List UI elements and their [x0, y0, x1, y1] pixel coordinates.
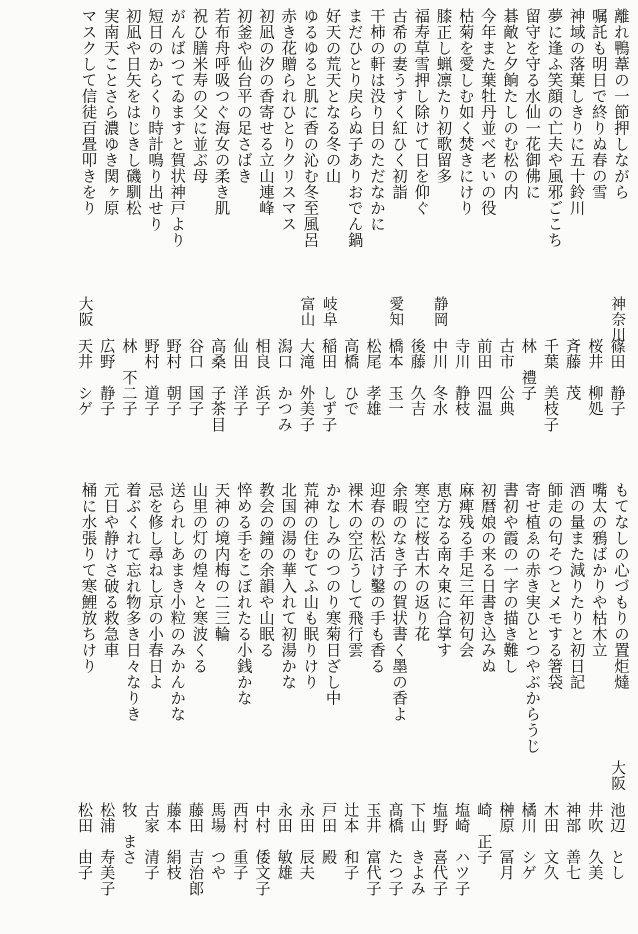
contributor-name: 古市 公典 [497, 338, 516, 417]
roster-entry [96, 760, 118, 896]
roster-entry [140, 760, 162, 881]
poem-line: 赤き花贈られひとりクリスマス [279, 8, 298, 232]
roster-name: 辻本 和子 [342, 802, 361, 881]
roster-entry [561, 760, 583, 881]
poem-line: 裸木の空広うして飛行雲 [345, 482, 364, 658]
roster-entry [317, 760, 339, 865]
poem-line: 元日や静けさ破る救急車 [101, 482, 120, 658]
poem-line: 着ぶくれて忘れ物多き日々なりき [123, 482, 142, 722]
contributor-entry [273, 296, 295, 433]
poem-line: 送られしあまき小粒のみかんかな [168, 482, 187, 722]
roster-name: 松田 由子 [76, 802, 94, 881]
contributor-name: 稲田 しず子 [320, 338, 339, 433]
poem-line: 短日のからくり時計鳴り出せり [146, 8, 165, 232]
contributor-entry [517, 296, 539, 416]
roster-entry [473, 760, 495, 865]
roster-name: 池辺 とし [608, 802, 627, 881]
roster-name: 橘川 シゲ [519, 802, 538, 881]
prefecture-label: 大阪 [76, 296, 94, 328]
roster-entry [118, 760, 140, 865]
contributor-entry [340, 296, 362, 416]
roster-name: 塩野 喜代子 [431, 802, 449, 897]
contributor-entry [495, 296, 517, 416]
roster-name: 牧 まさ [120, 802, 139, 865]
poem-line: 桶に水張りて寒鯉放ちけり [79, 482, 98, 674]
roster-entry [251, 760, 273, 896]
roster-entry [184, 760, 206, 896]
roster-entry [162, 760, 184, 881]
contributor-name: 大滝 外美子 [297, 338, 316, 433]
poem-line: 初暦娘の来る日書き込みぬ [478, 482, 497, 674]
contributor-entry [317, 296, 339, 433]
roster-name: 古家 清子 [142, 802, 161, 881]
prefecture-label: 富山 [298, 296, 316, 328]
roster-entry [539, 760, 561, 881]
roster-name: 藤本 絹枝 [164, 802, 183, 881]
roster-entry [229, 760, 251, 881]
roster-name: 戸田 殿 [320, 802, 339, 865]
poem-line: 荒神の住むてふ山も眠りけり [301, 482, 320, 690]
contributor-name: 林 禮子 [519, 338, 538, 401]
poem-line: 酒の量また減りたりと初日記 [567, 482, 586, 690]
contributor-name: 林 不二子 [120, 338, 139, 417]
prefecture-label: 愛知 [387, 296, 405, 328]
poem-line: 北国の湯の華入れて初湯かな [279, 482, 298, 690]
contributor-entry [428, 296, 450, 416]
poem-line: 碁敵と夕餉たしのむ松の内 [501, 8, 520, 200]
contributor-name: 松尾 孝雄 [364, 338, 383, 417]
roster-name: 井吹 久美 [586, 802, 605, 881]
contributor-entry [118, 296, 140, 416]
contributor-entry [295, 296, 317, 433]
prefecture-label: 静岡 [431, 296, 449, 328]
contributor-entry [206, 296, 228, 433]
roster-entry [384, 760, 406, 896]
poem-line: 恵方なる南々東に合掌す [434, 482, 453, 658]
roster-entry [606, 760, 628, 881]
prefecture-label: 神奈川 [609, 296, 627, 343]
poem-line: 麻痺残る手足三年初句会 [456, 482, 475, 658]
roster-entry [362, 760, 384, 896]
contributor-name: 高桑 子茶目 [209, 338, 228, 433]
contributor-name: 野村 朝子 [164, 338, 183, 417]
contributor-entry [162, 296, 184, 416]
contributor-entry [451, 296, 473, 416]
roster-block-osaka [73, 760, 628, 896]
contributor-entry [229, 296, 251, 416]
poem-line: 膝正し蝋凛たり初歌留多 [434, 8, 453, 184]
roster-name: 西村 重子 [231, 802, 250, 881]
roster-entry [406, 760, 428, 896]
poem-line: 悴める手をこぼれたる小銭かな [234, 482, 253, 706]
contributor-entry [606, 296, 628, 416]
poem-line: 初凪や日矢をはじきし磯馴松 [123, 8, 142, 216]
roster-entry [273, 760, 295, 881]
roster-name: 木田 文久 [541, 802, 560, 881]
poem-line: 師走の句そつとメモする箸袋 [545, 482, 564, 690]
poem-line: かなしみのつのり寒菊日ざし中 [323, 482, 342, 706]
poem-line: 離れ鴨葦の一節押しながら [612, 8, 630, 200]
roster-entry [495, 760, 517, 881]
contributor-name: 前田 四温 [475, 338, 494, 417]
contributor-entry [561, 296, 583, 416]
prefecture-label: 大阪 [609, 760, 627, 792]
poem-line: 初凪の汐の香寄せる立山連峰 [257, 8, 275, 216]
roster-name: 崎 正子 [475, 802, 494, 865]
roster-entry [340, 760, 362, 881]
poem-line: 古希の妻うすく紅ひく初詣 [390, 8, 409, 200]
roster-entry [428, 760, 450, 896]
poem-line: マスクして信徒百畳叩きをり [79, 8, 98, 216]
contributor-name: 相良 浜子 [253, 338, 272, 417]
poem-line: 好天の荒天となる冬の山 [323, 8, 342, 184]
contributor-name: 天井 シゲ [76, 338, 94, 417]
poem-line: がんばつてゐますと賀状神戸より [168, 8, 187, 248]
poem-line: 留守を守る水仙一花御佛に [523, 8, 542, 200]
contributor-entry [384, 296, 406, 416]
poem-line: 教会の鐘の余韻や山眠る [257, 482, 275, 658]
contributor-entry [184, 296, 206, 416]
poem-line: 寄せ植ゑの赤き実ひとつやぶからうじ [523, 482, 542, 754]
roster-entry [584, 760, 606, 881]
roster-name: 永田 辰夫 [297, 802, 316, 881]
roster-entry [206, 760, 228, 881]
contributor-name: 谷口 国子 [186, 338, 205, 417]
contributor-name: 千葉 美枝子 [541, 338, 560, 433]
contributor-name: 斉藤 茂 [564, 338, 583, 401]
poem-line: 山里の灯の煌々と寒波くる [190, 482, 209, 674]
roster-name: 榊原 冨月 [497, 802, 516, 881]
poem-line: 書初や霞の一字の描き難し [501, 482, 520, 674]
contributor-entry [584, 296, 606, 416]
roster-name: 中村 倭文子 [253, 802, 272, 897]
poem-line: 若布舟呼吸つぐ海女の柔き肌 [212, 8, 231, 216]
poem-block-middle [73, 482, 628, 754]
poem-line: 忌を修し尋ねし京の小春日よ [146, 482, 165, 690]
poem-line: 余暇のなき子の賀状書く墨の香よ [390, 482, 409, 722]
poem-line: 今年また葉牡丹並べ老いの役 [478, 8, 497, 216]
contributor-entry [96, 296, 118, 416]
poem-line: 干柿の軒は没り日のただなかに [367, 8, 386, 232]
contributor-entry [73, 296, 95, 416]
poem-line: 嘴太の鴉ばかりや枯木立 [589, 482, 608, 658]
roster-entry [295, 760, 317, 881]
poem-line: 迎春の松活け鑿の手も香る [367, 482, 386, 674]
roster-name: 塩崎 ハツ子 [453, 802, 472, 897]
contributor-name: 中川 冬水 [431, 338, 449, 417]
poem-line: 初釜や仙台平の足さばき [234, 8, 253, 184]
contributor-entry-block [73, 296, 628, 433]
contributor-name: 橋本 玉一 [386, 338, 405, 417]
contributor-entry [251, 296, 273, 416]
poem-line: 夢に逢ふ笑顔の亡夫や風邪ごこち [545, 8, 564, 248]
poem-line: 嘱託も明日で終りぬ春の雪 [589, 8, 608, 200]
poem-line: 神域の落葉しきりに五十鈴川 [567, 8, 586, 216]
contributor-name: 広野 静子 [98, 338, 117, 417]
roster-name: 永田 敏雄 [275, 802, 294, 881]
contributor-name: 高橋 ひで [342, 338, 361, 417]
roster-name: 玉井 富代子 [364, 802, 383, 897]
poem-block-top [73, 8, 628, 248]
poem-line: もてなしの心づもりの置炬燵 [612, 482, 630, 690]
roster-name: 下山 きよみ [408, 802, 427, 897]
roster-name: 馬場 つや [209, 802, 228, 881]
roster-name: 髙橋 たつ子 [386, 802, 405, 897]
poem-line: 天神の境内梅の二三輪 [212, 482, 231, 642]
contributor-entry [539, 296, 561, 433]
prefecture-label: 岐阜 [320, 296, 338, 328]
contributor-entry [473, 296, 495, 416]
contributor-entry [362, 296, 384, 416]
contributor-name: 篠田 静子 [608, 338, 627, 417]
contributor-name: 潟口 かつみ [275, 338, 294, 433]
roster-name: 神部 善七 [564, 802, 583, 881]
poem-line: 祝ひ膳米寿の父に並ぶ母 [190, 8, 209, 184]
roster-entry [73, 760, 95, 881]
roster-name: 藤田 吉治郎 [186, 802, 205, 897]
poem-line: 枯菊を愛しむ如く焚きにけり [456, 8, 475, 216]
contributor-name: 野村 道子 [142, 338, 161, 417]
poem-line: 寒空に桜古木の返り花 [412, 482, 431, 642]
roster-name: 松浦 寿美子 [98, 802, 117, 897]
contributor-name: 寺川 静枝 [453, 338, 472, 417]
contributor-entry [406, 296, 428, 416]
contributor-name: 桜井 柳処 [586, 338, 605, 417]
poem-line: まだひとり戻らぬ子ありおでん鍋 [345, 8, 364, 248]
roster-entry [451, 760, 473, 896]
contributor-name: 仙田 洋子 [231, 338, 250, 417]
poem-line: 実南天ことさら濃ゆき関ヶ原 [101, 8, 120, 216]
poem-line: ゆるゆると肌に香の沁む冬至風呂 [301, 8, 320, 248]
contributor-name: 後藤 久吉 [408, 338, 427, 417]
contributor-entry [140, 296, 162, 416]
roster-entry [517, 760, 539, 881]
poem-line: 福寿草雪押し除けて日を仰ぐ [412, 8, 431, 216]
